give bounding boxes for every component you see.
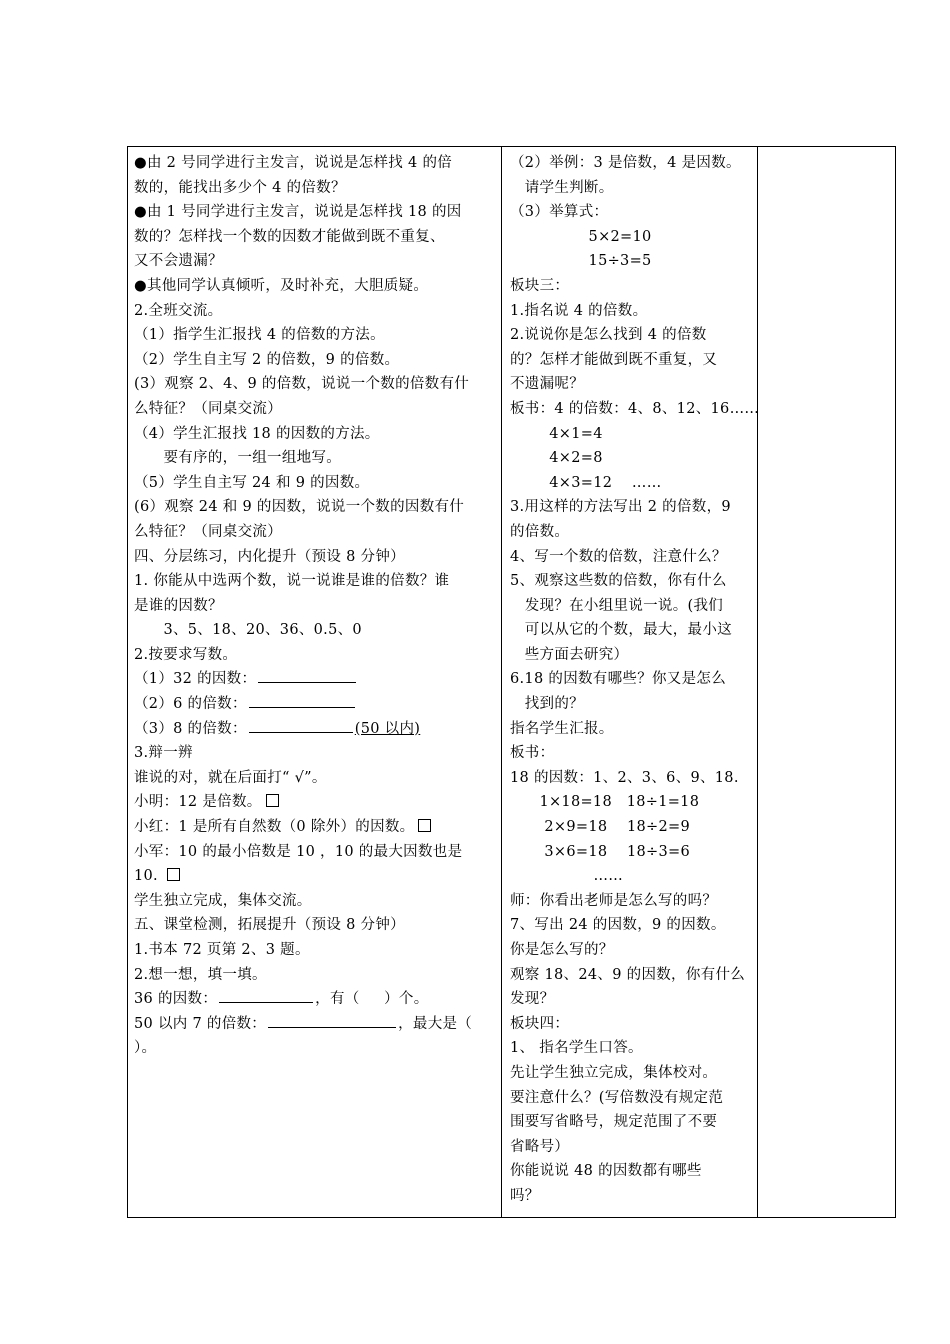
text-line: （2）举例：3 是倍数，4 是因数。 bbox=[510, 155, 741, 171]
text-line: 1.指名说 4 的倍数。 bbox=[510, 302, 648, 319]
answer-blank bbox=[219, 988, 313, 1003]
fill-line bbox=[134, 717, 497, 742]
text-line: 6.18 的因数有哪些？你又是怎么 bbox=[510, 671, 726, 688]
text-line: (6）观察 24 和 9 的因数，说说一个数的因数有什 bbox=[134, 499, 465, 516]
left-column bbox=[128, 147, 502, 1217]
text-line: 4×1=4 bbox=[510, 425, 603, 442]
text-line: 7、写出 24 的因数，9 的因数。 bbox=[510, 917, 726, 934]
text-line: 1.书本 72 页第 2、3 题。 bbox=[134, 942, 310, 958]
text-line: 观察 18、24、9 的因数，你有什么 bbox=[510, 966, 746, 983]
fill-label: （1）32 的因数： bbox=[134, 671, 257, 688]
text-line: 请学生判断。 bbox=[510, 179, 614, 196]
text-line: 2.全班交流。 bbox=[134, 302, 223, 319]
text-line: 么特征？（同桌交流） bbox=[134, 523, 282, 540]
text-line: 2×9=18 18÷2=9 bbox=[510, 819, 691, 836]
text-line: 你是怎么写的？ bbox=[510, 942, 614, 958]
checkbox bbox=[167, 868, 180, 881]
text-line: ●其他同学认真倾听，及时补充，大胆质疑。 bbox=[134, 277, 429, 294]
text-line: 学生独立完成，集体交流。 bbox=[134, 892, 312, 909]
fill-label: 50 以内 7 的倍数： bbox=[134, 1015, 267, 1032]
text-line: 是谁的因数？ bbox=[134, 597, 223, 614]
text-line: 4×2=8 bbox=[510, 450, 603, 467]
text-line: 的倍数。 bbox=[510, 523, 570, 540]
section-heading: 四、分层练习，内化提升（预设 8 分钟） bbox=[134, 548, 405, 565]
fill-label: 36 的因数： bbox=[134, 991, 218, 1008]
section-heading: 板块四： bbox=[510, 1015, 570, 1032]
range-note: (50 以内) bbox=[354, 720, 421, 737]
fill-line bbox=[134, 1012, 497, 1037]
text-line: 不遗漏呢？ bbox=[510, 376, 584, 393]
text-line: 2.说说你是怎么找到 4 的倍数 bbox=[510, 327, 707, 344]
text-line: 省略号） bbox=[510, 1138, 570, 1155]
text-line: 3×6=18 18÷3=6 bbox=[510, 843, 691, 860]
text-line: (3）观察 2、4、9 的倍数，说说一个数的倍数有什 bbox=[134, 376, 470, 393]
fill-label: （3）8 的倍数： bbox=[134, 720, 247, 737]
judge-text: 小红：1 是所有自然数（0 除外）的因数。 bbox=[134, 819, 415, 836]
text-line: （4）学生汇报找 18 的因数的方法。 bbox=[134, 425, 380, 442]
text-line: 要有序的，一组一组地写。 bbox=[134, 450, 342, 467]
right-column-empty bbox=[758, 147, 896, 1217]
text-line: 又不会遗漏？ bbox=[134, 253, 223, 270]
section-heading: 板块三： bbox=[510, 277, 570, 294]
judge-text: 10. bbox=[134, 868, 163, 885]
text-line: 谁说的对，就在后面打“ √”。 bbox=[134, 769, 327, 786]
text-line: 么特征？（同桌交流） bbox=[134, 400, 282, 417]
text-line: 5、观察这些数的倍数，你有什么 bbox=[510, 573, 727, 590]
text-line: 3.用这样的方法写出 2 的倍数，9 bbox=[510, 499, 731, 516]
text-line: （1）指学生汇报找 4 的倍数的方法。 bbox=[134, 327, 385, 344]
answer-blank bbox=[249, 718, 353, 733]
answer-blank bbox=[249, 693, 355, 708]
text-line: 1、 指名学生口答。 bbox=[510, 1040, 643, 1057]
middle-column bbox=[502, 147, 758, 1217]
text-line: 发现？在小组里说一说。(我们 bbox=[510, 597, 724, 614]
text-line: 数的？怎样找一个数的因数才能做到既不重复、 bbox=[134, 228, 445, 245]
text-line: 发现？ bbox=[510, 991, 555, 1008]
text-line: 2.按要求写数。 bbox=[134, 646, 238, 663]
checkbox bbox=[266, 794, 279, 807]
text-line: 可以从它的个数，最大，最小这 bbox=[510, 622, 732, 639]
text-line: 的？怎样才能做到既不重复，又 bbox=[510, 351, 718, 368]
text-line: 数的，能找出多少个 4 的倍数？ bbox=[134, 179, 346, 196]
text-line: ●由 1 号同学进行主发言，说说是怎样找 18 的因 bbox=[134, 204, 462, 221]
text-line: 15÷3=5 bbox=[510, 253, 652, 270]
answer-blank bbox=[268, 1013, 396, 1028]
judge-text: 小明：12 是倍数。 bbox=[134, 794, 262, 811]
fill-line bbox=[134, 987, 497, 1012]
text-line: 板书：4 的倍数：4、8、12、16…… bbox=[510, 400, 760, 417]
text-line: 吗？ bbox=[510, 1187, 540, 1204]
judge-line bbox=[134, 864, 497, 889]
checkbox bbox=[418, 819, 431, 832]
text-line: 要注意什么？(写倍数没有规定范 bbox=[510, 1089, 724, 1106]
text-line: 先让学生独立完成，集体校对。 bbox=[510, 1064, 718, 1081]
text-line: …… bbox=[510, 868, 624, 885]
text-line: （5）学生自主写 24 和 9 的因数。 bbox=[134, 474, 370, 491]
text-line: 18 的因数：1、2、3、6、9、18. bbox=[510, 769, 739, 786]
text-line: 5×2=10 bbox=[510, 228, 652, 245]
text-line: ●由 2 号同学进行主发言，说说是怎样找 4 的倍 bbox=[134, 155, 453, 171]
text-line: 1×18=18 18÷1=18 bbox=[510, 794, 700, 811]
fill-suffix: ，最大是（ bbox=[398, 1015, 473, 1032]
text-line: 小军：10 的最小倍数是 10 ，10 的最大因数也是 bbox=[134, 843, 463, 860]
text-line: 师：你看出老师是怎么写的吗？ bbox=[510, 892, 718, 909]
text-line: 4、写一个数的倍数，注意什么？ bbox=[510, 548, 727, 565]
text-line: 找到的？ bbox=[510, 696, 584, 713]
judge-line bbox=[134, 790, 497, 815]
text-line: 1. 你能从中选两个数，说一说谁是谁的倍数？谁 bbox=[134, 573, 450, 590]
fill-line bbox=[134, 667, 497, 692]
lesson-plan-table bbox=[127, 146, 896, 1218]
text-line: 围要写省略号，规定范围了不要 bbox=[510, 1114, 718, 1131]
text-line: ）。 bbox=[134, 1040, 157, 1057]
judge-line bbox=[134, 815, 497, 840]
text-line: （3）举算式： bbox=[510, 204, 609, 221]
text-line: 2.想一想，填一填。 bbox=[134, 966, 267, 983]
text-line: 4×3=12 …… bbox=[510, 474, 662, 491]
text-line: （2）学生自主写 2 的倍数，9 的倍数。 bbox=[134, 351, 400, 368]
fill-label: （2）6 的倍数： bbox=[134, 696, 247, 713]
fill-suffix: ，有（ ）个。 bbox=[315, 991, 429, 1008]
text-line: 些方面去研究） bbox=[510, 646, 629, 663]
text-line: 3.辩一辨 bbox=[134, 745, 193, 762]
text-line: 你能说说 48 的因数都有哪些 bbox=[510, 1163, 702, 1180]
text-line: 3、5、18、20、36、0.5、0 bbox=[134, 622, 362, 639]
answer-blank bbox=[258, 668, 356, 683]
fill-line bbox=[134, 692, 497, 717]
text-line: 板书： bbox=[510, 745, 555, 762]
section-heading: 五、课堂检测，拓展提升（预设 8 分钟） bbox=[134, 917, 405, 934]
text-line: 指名学生汇报。 bbox=[510, 720, 614, 737]
